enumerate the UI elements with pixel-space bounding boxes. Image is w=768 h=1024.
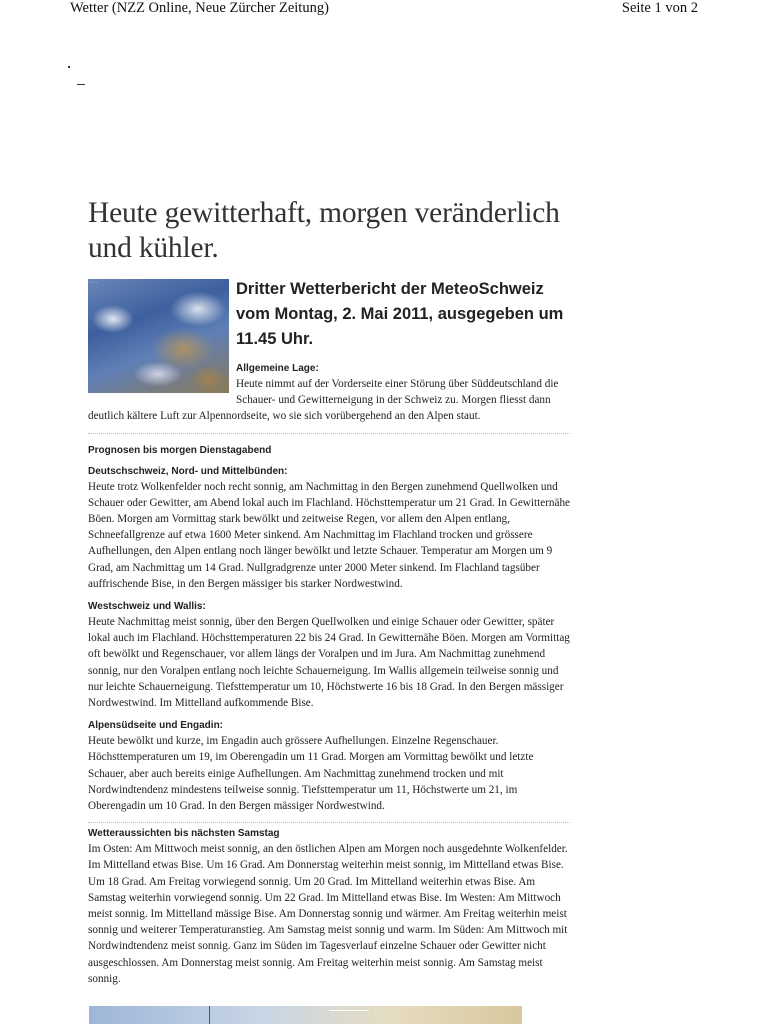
section-text: Heute Nachmittag meist sonnig, über den Bergen Quellwolken und einige Schauer oder Gewitter, später lokal auch im Flachland. Höchsttemperaturen 22 bis 24 Grad. In Gewitternähe Böen. Morgen am Vormittag oft bewölkt und Regenschauer, vor allem längs der Voralpen und im Jura. Am Nachmittag zunehmend sonnig, nur den Voralpen entlang noch leichte Schauerneigung. Im Wallis allgemein teilweise sonnig und nur leichte Schauerneigung. Tiefsttemperatur um 10, Höchstwerte 16 bis 18 Grad. In den Bergen mässiger Nordwestwind. Im Mittelland aufkommende Bise. xyxy=(88,616,570,710)
print-header xyxy=(70,0,698,18)
section-deutschschweiz xyxy=(88,465,570,592)
weather-map-image xyxy=(89,1006,522,1024)
section-westschweiz xyxy=(88,600,570,711)
outlook-text: Im Osten: Am Mittwoch meist sonnig, an den östlichen Alpen am Morgen noch ausgedehnte Wolkenfelder. Im Mittelland etwas Bise. Um 16 Grad. Am Donnerstag weiterhin meist sonnig, im Mittelland etwas Bise. Um 18 Grad. Am Freitag vorwiegend sonnig. Um 20 Grad. Im Mittelland weiterhin etwas Bise. Am Samstag weiterhin vorwiegend sonnig. Um 22 Grad. Im Mittelland etwas Bise. Im Westen: Am Mittwoch meist sonnig. Im Mittelland mässige Bise. Am Donnerstag sonnig und wärmer. Am Freitag weiterhin meist sonnig und weiterer Temperaturanstieg. Am Samstag meist sonnig und warm. Im Süden: Am Mittwoch mit Nordwindtendenz meist sonnig. Ganz im Süden im Tagesverlauf einzelne Schauer oder Gewitter nicht ausgeschlossen. Am Donnerstag meist sonnig. Am Freitag weiterhin meist sonnig. Am Samstag meist sonnig. xyxy=(88,843,568,985)
section-alpensuedseite xyxy=(88,719,570,814)
lead-block xyxy=(88,277,570,425)
lead-text: Heute nimmt auf der Vorderseite einer Störung über Süddeutschland die Schauer- und Gewitterneigung in der Schweiz zu. Morgen fliesst dann deutlich kältere Luft zur Alpennordseite, wo sie sich vorübergehend an den Alpen staut. xyxy=(88,378,559,423)
article xyxy=(88,196,570,987)
scan-dash xyxy=(77,84,85,85)
subhead: Dritter Wetterbericht der MeteoSchweiz vom Montag, 2. Mai 2011, ausgegeben um 11.45 Uhr. xyxy=(236,280,564,348)
image-timestamp-mark: · · · xyxy=(90,280,98,286)
section-title: Westschweiz und Wallis: xyxy=(88,601,206,613)
section-text: Heute bewölkt und kurze, im Engadin auch grössere Aufhellungen. Einzelne Regenschauer. Höchsttemperaturen um 19, im Oberengadin um 11 Grad. Morgen am Vormittag bewölkt und letzte Schauer, aber auch bereits einige Aufhellungen. Am Nachmittag zunehmend trocken und mit Nordwindtendenz mindestens teilweise sonnig. Tiefsttemperatur um 11, Höchstwerte um 21, im Oberengadin um 10 Grad. In den Bergen mässiger Nordwestwind. xyxy=(88,735,534,813)
section-outlook xyxy=(88,827,570,987)
section-divider xyxy=(88,822,570,823)
satellite-image xyxy=(88,279,229,393)
scan-mark xyxy=(68,66,70,68)
outlook-title: Wetteraussichten bis nächsten Samstag xyxy=(88,828,280,840)
section-divider xyxy=(88,433,570,434)
headline: Heute gewitterhaft, morgen veränderlich und kühler. xyxy=(88,197,560,264)
section-title: Alpensüdseite und Engadin: xyxy=(88,720,224,732)
print-source: Wetter (NZZ Online, Neue Zürcher Zeitung) xyxy=(70,0,329,16)
lead-title: Allgemeine Lage: xyxy=(236,363,319,374)
page-number: Seite 1 von 2 xyxy=(621,0,698,16)
section-text: Heute trotz Wolkenfelder noch recht sonnig, am Nachmittag in den Bergen zunehmend Quellwolken und Schauer oder Gewitter, am Abend lokal auch im Flachland. Höchsttemperatur um 21 Grad. In Gewitternähe Böen. Morgen am Vormittag stark bewölkt und zeitweise Regen, vor allem den Alpen entlang, Schneefallgrenze auf etwa 1600 Meter sinkend. Am Nachmittag im Flachland trocken und grössere Aufhellungen, den Alpen entlang noch länger bewölkt und letzte Schauer. Temperatur am Morgen um 9 Grad, am Nachmittag um 14 Grad. Nullgradgrenze unter 2000 Meter sinkend. Im Flachland tagsüber auffrischende Bise, in den Bergen mässiger bis starker Nordwestwind. xyxy=(88,480,571,590)
forecast-heading: Prognosen bis morgen Dienstagabend xyxy=(88,444,272,456)
section-title: Deutschschweiz, Nord- und Mittelbünden: xyxy=(88,465,288,477)
